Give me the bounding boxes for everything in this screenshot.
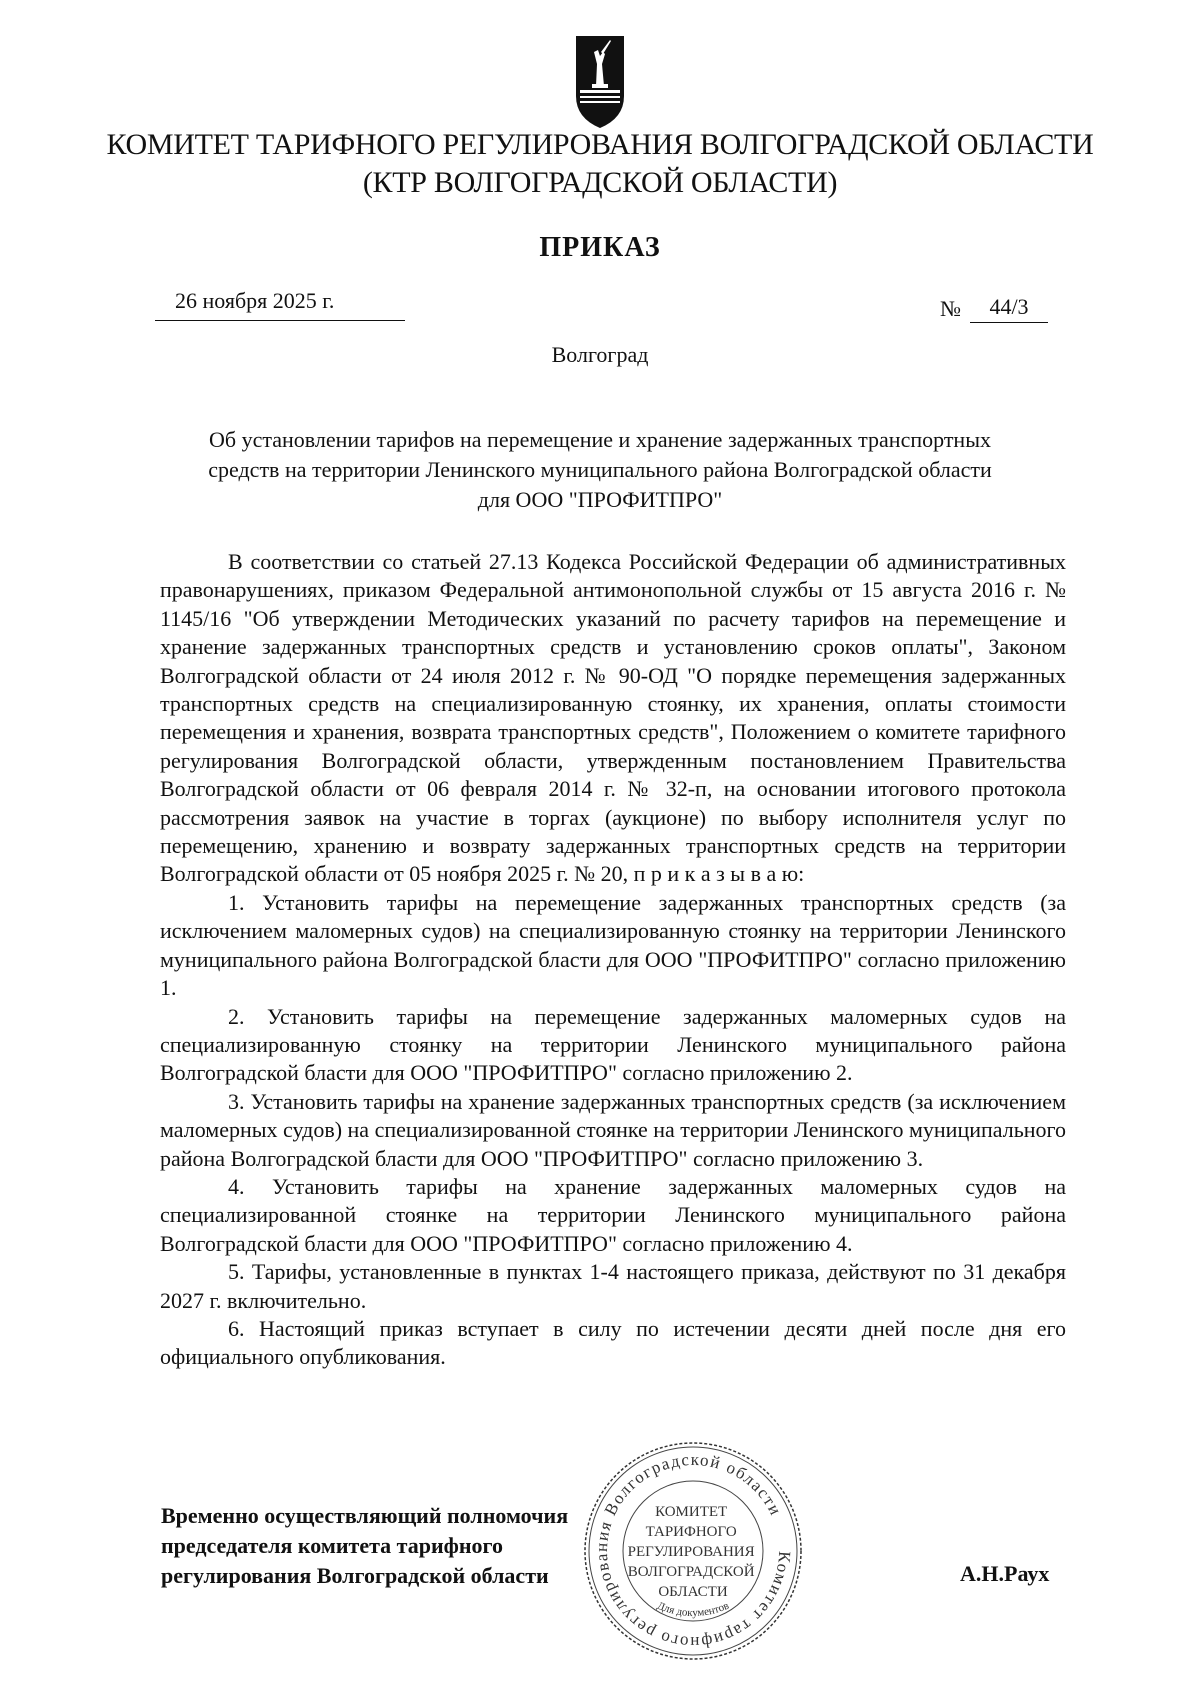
document-body [160, 548, 1066, 1372]
organization-abbreviation: (КТР ВОЛГОГРАДСКОЙ ОБЛАСТИ) [362, 166, 838, 199]
order-item: 3. Установить тарифы на хранение задержанных транспортных средств (за исключением маломерных судов) на специализированной стоянке на территории Ленинского муниципального района Волгоградской бласти для ООО "ПРОФИТПРО" согласно приложению 3. [160, 1088, 1066, 1171]
stamp-ring-text: Комитет тарифного регулирования Волгоградской области [591, 1449, 795, 1653]
order-item: 1. Установить тарифы на перемещение задержанных транспортных средств (за исключением маломерных судов) на специализированную стоянку на территории Ленинского муниципального района Волгоградской бласти для ООО "ПРОФИТПРО" согласно приложению 1. [160, 889, 1066, 1001]
subject-line: средств на территории Ленинского муниципального района Волгоградской области [208, 457, 992, 482]
document-subject [160, 425, 1040, 515]
stamp-center-text: КОМИТЕТ [655, 1504, 728, 1520]
stamp-center-text: ТАРИФНОГО [645, 1524, 737, 1540]
document-type: ПРИКАЗ [539, 232, 661, 263]
order-item: 4. Установить тарифы на хранение задержанных маломерных судов на специализированной стоянке на территории Ленинского муниципального района Волгоградской бласти для ООО "ПРОФИТПРО" согласно приложению 4. [160, 1173, 1066, 1256]
subject-line: для ООО "ПРОФИТПРО" [477, 487, 723, 512]
organization-name: КОМИТЕТ ТАРИФНОГО РЕГУЛИРОВАНИЯ ВОЛГОГРАДСКОЙ ОБЛАСТИ [106, 128, 1094, 161]
document-city: Волгоград [551, 342, 649, 367]
stamp-bottom-text: Для документов [655, 1599, 731, 1620]
document-date: 26 ноября 2025 г. [155, 288, 405, 321]
preamble-paragraph: В соответствии со статьей 27.13 Кодекса Российской Федерации об административных правонарушениях, приказом Федеральной антимонопольной службы от 15 августа 2016 г. № 1145/16 "Об утверждении Методических указаний по расчету тарифов на перемещение и хранение задержанных транспортных средств и установлению сроков оплаты", Законом Волгоградской области от 24 июля 2012 г. № 90-ОД "О порядке перемещения задержанных транспортных средств на специализированную стоянку, их хранения, оплаты стоимости перемещения и хранения, возврата транспортных средств", Положением о комитете тарифного регулирования Волгоградской области, утвержденным постановлением Правительства Волгоградской области от 06 февраля 2014 г. № 32-п, на основании итогового протокола рассмотрения заявок на участие в торгах (аукционе) по выбору исполнителя услуг по перемещению, хранению и возврату задержанных транспортных средств на территории Волгоградской области от 05 ноября 2025 г. № 20, п р и к а з ы в а ю: [160, 549, 1066, 887]
svg-text:КОМИТЕТ ТАРИФНОГО РЕГУ [628, 1504, 759, 1600]
document-number: 44/3 [970, 294, 1048, 323]
signer-position-line: Временно осуществляющий полномочия [161, 1503, 569, 1528]
stamp-center-text: РЕГУЛИРОВАНИЯ [627, 1544, 755, 1560]
order-item: 2. Установить тарифы на перемещение задержанных маломерных судов на специализированную стоянку на территории Ленинского муниципального района Волгоградской бласти для ООО "ПРОФИТПРО" согласно приложению 2. [160, 1003, 1066, 1086]
order-item: 6. Настоящий приказ вступает в силу по истечении десяти дней после дня его официального опубликования. [160, 1315, 1066, 1370]
subject-line: Об установлении тарифов на перемещение и хранение задержанных транспортных [209, 427, 991, 452]
signer-position-line: регулирования Волгоградской области [161, 1563, 549, 1588]
signer-position-line: председателя комитета тарифного [161, 1533, 503, 1558]
signer-position [161, 1501, 631, 1591]
stamp-center-text: ОБЛАСТИ [658, 1584, 728, 1600]
stamp-center-text: ВОЛГОГРАДСКОЙ [627, 1564, 755, 1580]
organization-header [0, 126, 1200, 202]
order-item: 5. Тарифы, установленные в пунктах 1-4 настоящего приказа, действуют по 31 декабря 2027 г. включительно. [160, 1259, 1066, 1313]
document-number-label: № [940, 296, 961, 321]
signer-name: А.Н.Раух [960, 1561, 1050, 1586]
official-stamp [580, 1438, 806, 1664]
coat-of-arms-emblem [572, 34, 628, 130]
